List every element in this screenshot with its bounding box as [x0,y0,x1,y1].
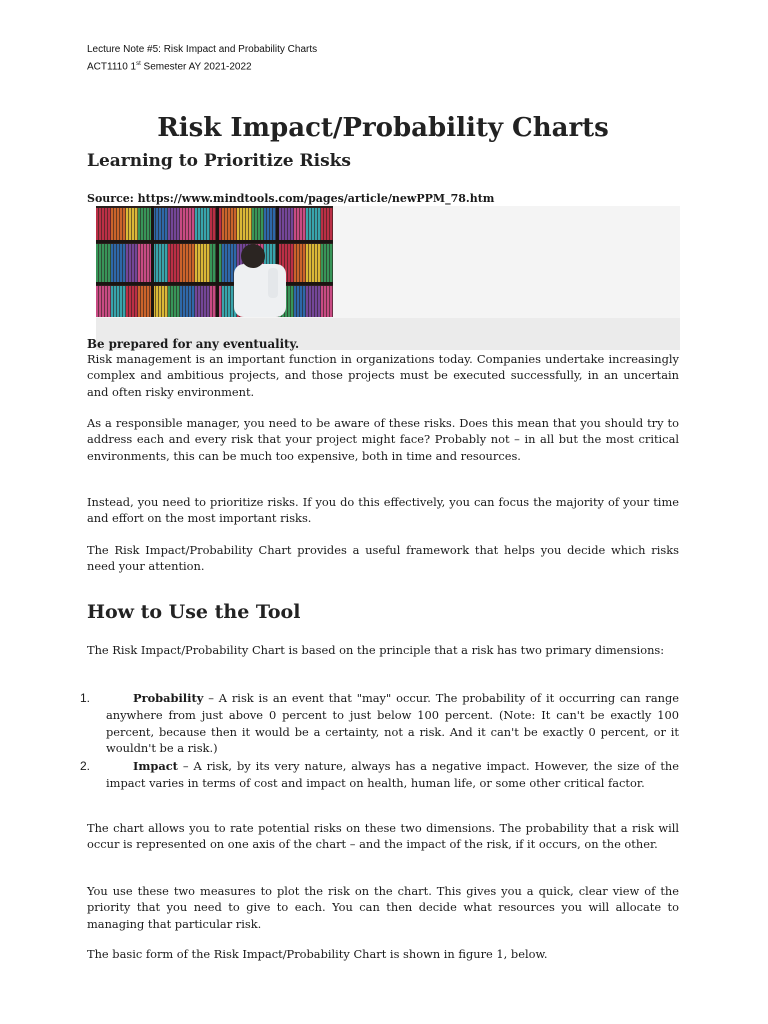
list-item-impact [80,758,679,792]
lead-sentence: Be prepared for any eventuality. [87,337,300,351]
paragraph-2: As a responsible manager, you need to be aware of these risks. Does this mean that you should try to address each and every risk that your project might face? Probably not – in all but the most critical environments, this can be much too expensive, both in time and resources. [87,416,679,463]
list-term: Probability [133,691,204,705]
closing-paragraph-1: The chart allows you to rate potential risks on these two dimensions. The probability that a risk will occur is represented on one axis of the chart – and the impact of the risk, if it occurs, on the other. [87,821,679,852]
closing-paragraph-3: The basic form of the Risk Impact/Probability Chart is shown in figure 1, below. [87,947,548,961]
section-heading: How to Use the Tool [87,601,301,623]
paragraph-4: The Risk Impact/Probability Chart provides a useful framework that helps you decide which risks need your attention. [87,543,679,574]
photo-shelves-icon [96,206,333,317]
shelves-illustration [96,206,333,317]
list-number: 1. [80,691,91,705]
section-intro: The Risk Impact/Probability Chart is based on the principle that a risk has two primary dimensions: [87,643,665,657]
paragraph-1: Risk management is an important function in organizations today. Companies undertake increasingly complex and ambitious projects, and those projects must be executed successfully, in an uncertain and often risky environment. [87,352,679,399]
closing-paragraph-2: You use these two measures to plot the risk on the chart. This gives you a quick, clear view of the priority that you need to give to each. You can then decide what resources you will allocate to managing that particular risk. [87,884,679,931]
paragraph-3: Instead, you need to prioritize risks. If you do this effectively, you can focus the majority of your time and effort on the most important risks. [87,495,679,526]
list-text: – A risk is an event that "may" occur. The probability of it occurring can range anywhere from just above 0 percent to just below 100 percent. (Note: It can't be exactly 100 percent, because then it would be a certainty, not a risk. And it can't be exactly 0 percent, or it wouldn't be a risk.) [106,691,679,756]
list-text: – A risk, by its very nature, always has a negative impact. However, the size of the impact varies in terms of cost and impact on health, human life, or some other critical factor. [106,759,679,790]
list-term: Impact [133,759,178,773]
running-header-course: ACT1110 1st Semester AY 2021-2022 [87,61,252,73]
running-header-title: Lecture Note #5: Risk Impact and Probability Charts [87,44,318,55]
list-number: 2. [80,759,91,773]
page-subtitle: Learning to Prioritize Risks [87,151,351,171]
source-link[interactable]: Source: https://www.mindtools.com/pages/article/newPPM_78.htm [87,192,495,205]
list-item-probability [80,690,679,757]
page-title: Risk Impact/Probability Charts [157,113,609,143]
